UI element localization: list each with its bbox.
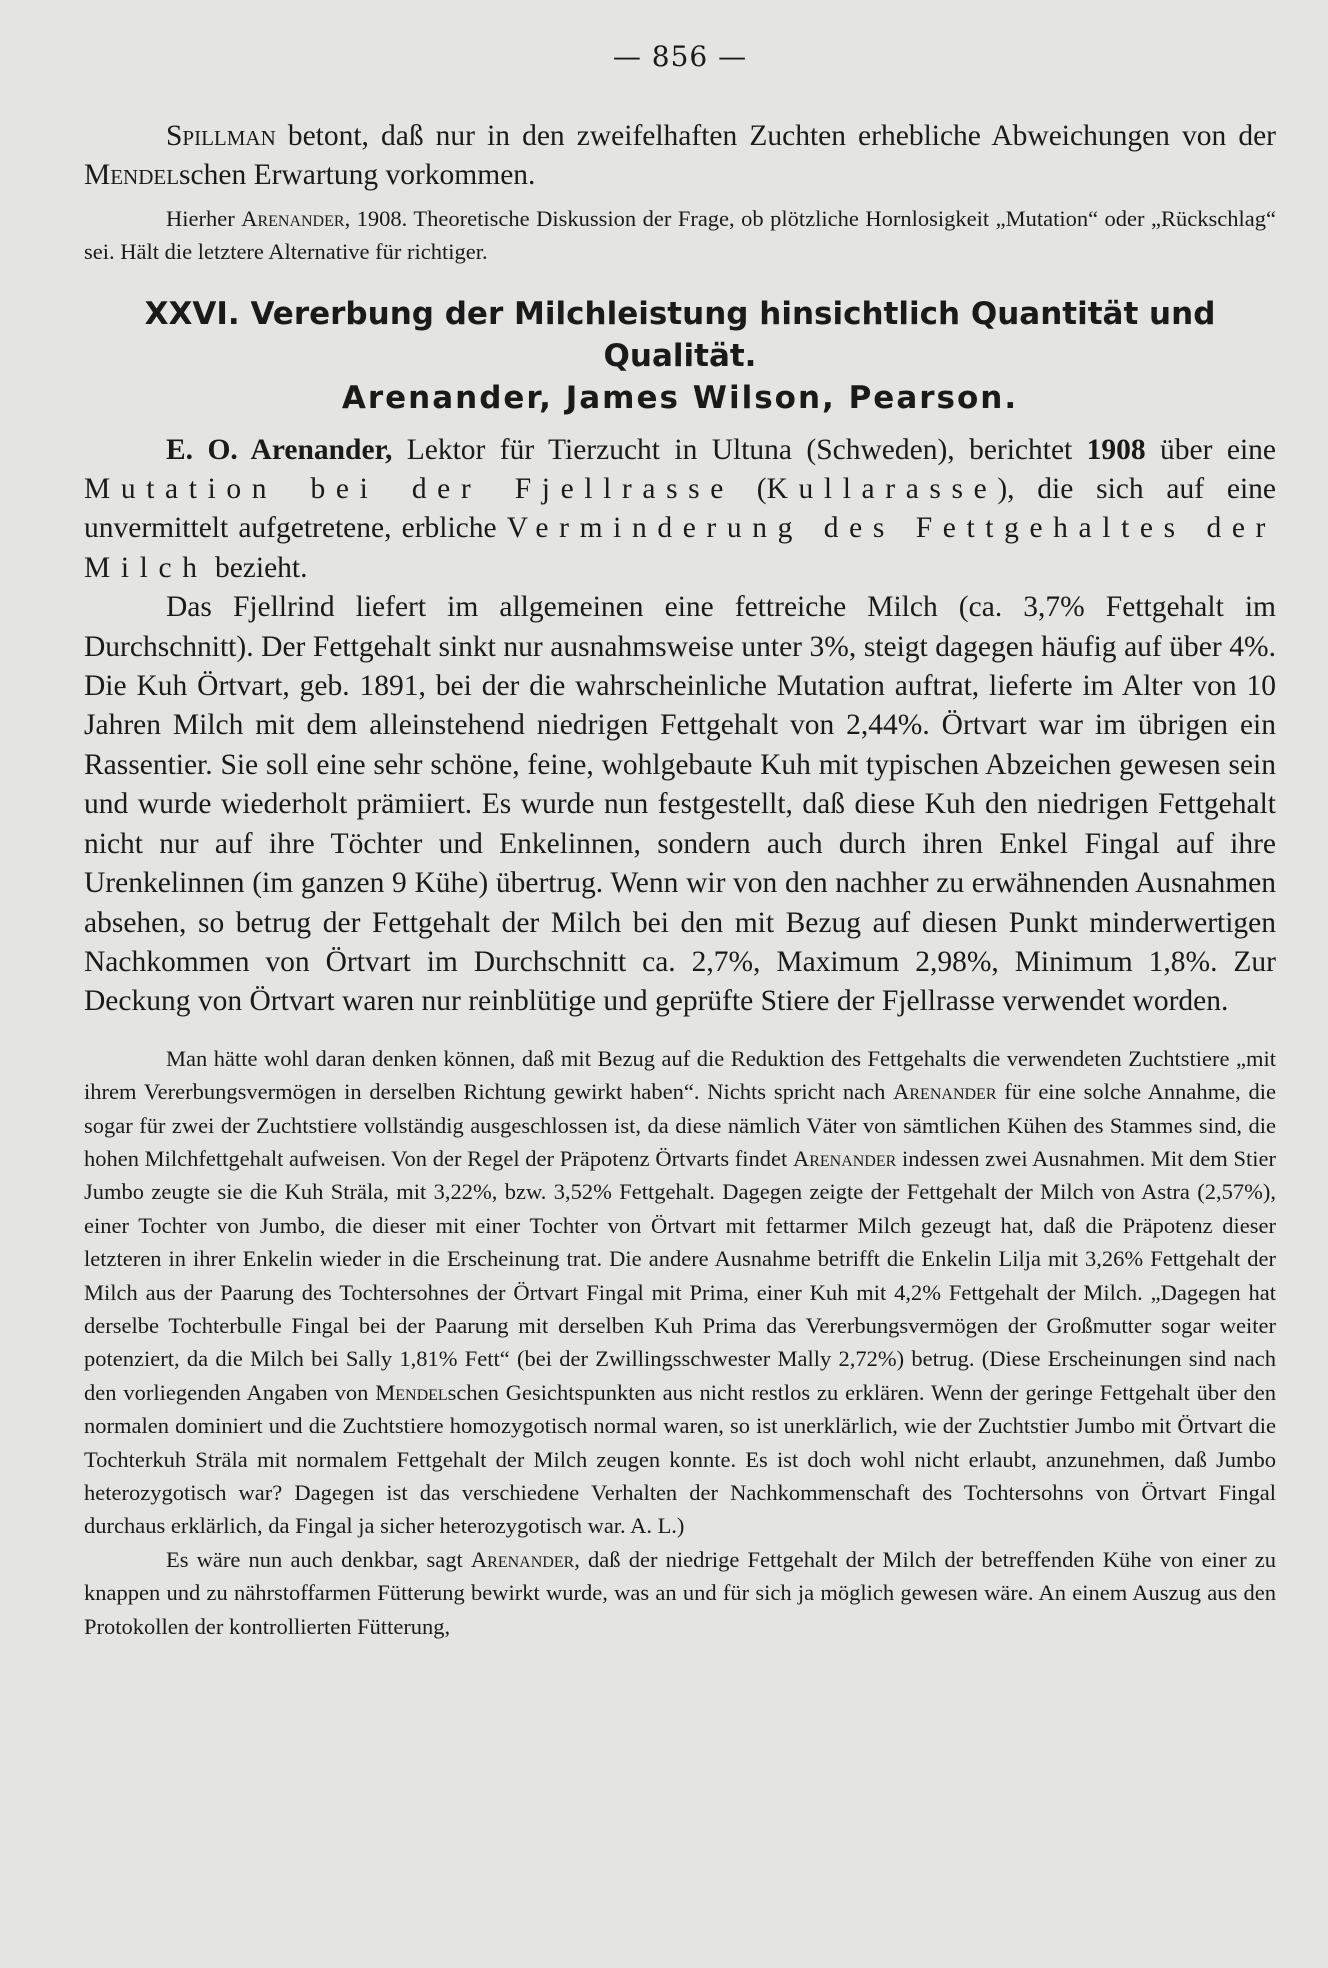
author-name: Arenander	[470, 1546, 575, 1572]
section-title: XXVI. Vererbung der Milchleistung hinsichtlich Quantität und Qualität.	[144, 295, 1216, 374]
author-name: Mendel	[84, 159, 180, 192]
author-name: Mendel	[375, 1379, 448, 1405]
body-paragraph: E. O. Arenander, Lektor für Tierzucht in Ultuna (Schweden), berichtet 1908 über eine Mutation bei der Fjellrasse (Kullarasse), die sich auf eine unvermittelt aufgetretene, erbliche Verminderung des Fettgehaltes der Milch bezieht.	[84, 433, 1276, 584]
spaced-emphasis: Kullarasse	[766, 473, 998, 506]
intro-paragraph: Spillman betont, daß nur in den zweifelhaften Zuchten erhebliche Abweichungen von der Mendelschen Erwartung vorkommen.	[84, 120, 1276, 192]
section-authors: Arenander, James Wilson, Pearson.	[341, 379, 1019, 416]
body-paragraph: Das Fjellrind liefert im allgemeinen eine fettreiche Milch (ca. 3,7% Fettgehalt im Durchschnitt). Der Fettgehalt sinkt nur ausnahmsweise unter 3%, steigt dagegen häufig auf über 4%. Die Kuh Örtvart, geb. 1891, bei der die wahrscheinliche Mutation auftrat, lieferte im Alter von 10 Jahren Milch mit dem alleinstehend niedrigen Fettgehalt von 2,44%. Örtvart war im übrigen ein Rassentier. Sie soll eine sehr schöne, feine, wohlgebaute Kuh mit typischen Abzeichen gewesen sein und wurde wiederholt prämiiert. Es wurde nun festgestellt, daß diese Kuh den niedrigen Fettgehalt nicht nur auf ihre Töchter und Enkelinnen, sondern auch durch ihren Enkel Fingal auf ihre Urenkelinnen (im ganzen 9 Kühe) übertrug. Wenn wir von den nachher zu erwähnenden Ausnahmen absehen, so betrug der Fettgehalt der Milch bei den mit Bezug auf diesen Punkt minderwertigen Nachkommen von Örtvart im Durchschnitt ca. 2,7%, Maximum 2,98%, Minimum 1,8%. Zur Deckung von Örtvart waren nur reinblütige und geprüfte Stiere der Fjellrasse verwendet worden.	[84, 591, 1276, 1018]
author-name: E. O. Arenander,	[166, 433, 393, 466]
section-heading	[84, 293, 1276, 419]
author-name: Arenander	[792, 1145, 897, 1171]
author-name: Arenander	[241, 205, 345, 231]
page-number: — 856 —	[612, 40, 748, 73]
author-name: Arenander	[893, 1079, 997, 1105]
small-note-paragraph: Es wäre nun auch denkbar, sagt Arenander, daß der niedrige Fettgehalt der Milch der betreffenden Kühe von einer zu knappen und zu nährstoffarmen Fütterung bewirkt wurde, was an und für sich ja möglich gewesen wäre. An einem Auszug aus den Protokollen der kontrollierten Fütterung,	[84, 1546, 1277, 1639]
small-note-paragraph: Man hätte wohl daran denken können, daß mit Bezug auf die Reduktion des Fettgehalts die verwendeten Zuchtstiere „mit ihrem Vererbungsvermögen in derselben Richtung gewirkt haben“. Nichts spricht nach Arenander für eine solche Annahme, die sogar für zwei der Zuchtstiere vollständig ausgeschlossen ist, da diese nämlich Väter von sämtlichen Kühen des Stammes sind, die hohen Milchfettgehalt aufweisen. Von der Regel der Präpotenz Örtvarts findet Arenander indessen zwei Ausnahmen. Mit dem Stier Jumbo zeugte sie die Kuh Sträla, mit 3,22%, bzw. 3,52% Fettgehalt. Dagegen zeigte der Fettgehalt der Milch von Astra (2,57%), einer Tochter von Jumbo, die dieser mit einer Tochter von Örtvart mit fettarmer Milch gezeugt hat, daß die Präpotenz dieser letzteren in ihrer Enkelin wieder in die Erscheinung trat. Die andere Ausnahme betrifft die Enkelin Lilja mit 3,26% Fettgehalt der Milch aus der Paarung des Tochtersohnes der Örtvart Fingal mit Prima, einer Kuh mit 4,2% Fettgehalt der Milch. „Dagegen hat derselbe Tochterbulle Fingal bei der Paarung mit derselben Kuh Prima das Vererbungsvermögen der Großmutter sogar weiter potenziert, da die Milch bei Sally 1,81% Fett“ (bei der Zwillingsschwester Mally 2,72%) betrug. (Diese Erscheinungen sind nach den vorliegenden Angaben von Mendelschen Gesichtspunkten aus nicht restlos zu erklären. Wenn der geringe Fettgehalt über den normalen dominiert und die Zuchtstiere homozygotisch normal waren, so ist unerklärlich, wie der Zuchtstier Jumbo mit Örtvart die Tochterkuh Sträla mit normalem Fettgehalt der Milch zeugen konnte. Es ist doch wohl nicht erlaubt, anzunehmen, daß Jumbo heterozygotisch war? Dagegen ist das verschiedene Verhalten der Nachkommenschaft des Tochtersohns von Örtvart Fingal durchaus erklärlich, da Fingal ja sicher heterozygotisch war. A. L.)	[84, 1045, 1276, 1539]
spaced-emphasis: Mutation bei der Fjellrasse	[84, 473, 734, 506]
author-name: Spillman	[166, 120, 276, 152]
small-note-paragraph: Hierher Arenander, 1908. Theoretische Diskussion der Frage, ob plötzliche Hornlosigkeit „Mutation“ oder „Rückschlag“ sei. Hält die letztere Alternative für richtiger.	[84, 205, 1276, 265]
spaced-emphasis: Verminderung des Fettgehaltes der Milch	[84, 512, 1276, 584]
